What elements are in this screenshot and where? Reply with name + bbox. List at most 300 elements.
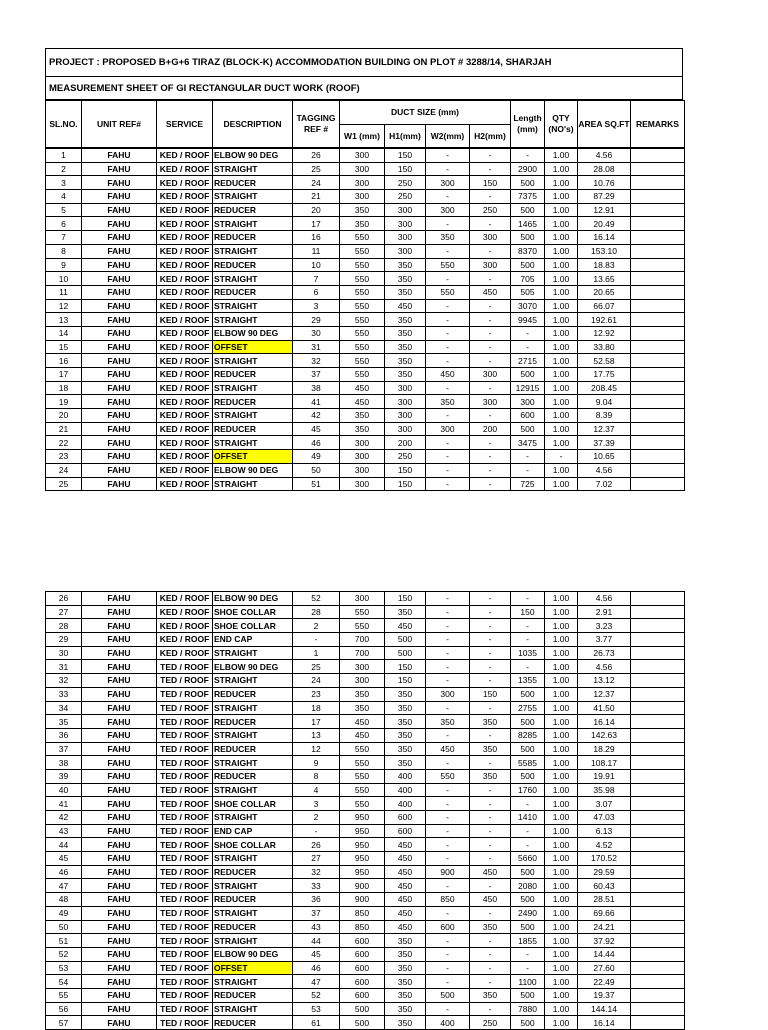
cell-remarks [631,477,685,491]
cell-h2: - [470,783,511,797]
cell-tagging: 37 [293,368,340,382]
cell-remarks [631,893,685,907]
cell-tagging: 18 [293,701,340,715]
cell-qty: 1.00 [545,162,578,176]
cell-qty: 1.00 [545,463,578,477]
cell-h1: 250 [385,450,426,464]
cell-description: SHOE COLLAR [213,619,293,633]
cell-slno: 29 [46,633,82,647]
cell-description: END CAP [213,824,293,838]
cell-area: 14.44 [578,947,631,961]
cell-tagging: 45 [293,947,340,961]
cell-service: TED / ROOF [157,1002,213,1016]
cell-w1: 950 [340,852,385,866]
table-row [46,436,685,450]
cell-remarks [631,272,685,286]
cell-area: 28.51 [578,893,631,907]
cell-slno: 21 [46,422,82,436]
cell-length: - [511,824,545,838]
cell-area: 19.37 [578,988,631,1002]
cell-w2: - [426,162,470,176]
cell-length: 5660 [511,852,545,866]
cell-qty: 1.00 [545,715,578,729]
col-h1: H1(mm) [385,125,426,148]
cell-w2: 300 [426,176,470,190]
cell-h2: - [470,646,511,660]
cell-qty: 1.00 [545,674,578,688]
cell-h2: 350 [470,715,511,729]
cell-length: - [511,660,545,674]
cell-h1: 350 [385,947,426,961]
col-slno: SL.NO. [46,101,82,148]
cell-w2: - [426,409,470,423]
cell-h2: - [470,149,511,163]
cell-w1: 550 [340,769,385,783]
cell-slno: 4 [46,190,82,204]
cell-h1: 150 [385,162,426,176]
cell-h1: 350 [385,961,426,975]
cell-area: 20.65 [578,285,631,299]
cell-service: KED / ROOF [157,409,213,423]
cell-tagging: 32 [293,865,340,879]
cell-h2: - [470,852,511,866]
cell-qty: 1.00 [545,285,578,299]
table-row [46,728,685,742]
cell-unit: FAHU [82,811,157,825]
col-w1: W1 (mm) [340,125,385,148]
cell-qty: 1.00 [545,381,578,395]
cell-description: REDUCER [213,1016,293,1030]
cell-h2: - [470,879,511,893]
cell-w2: - [426,605,470,619]
cell-qty: 1.00 [545,605,578,619]
cell-slno: 31 [46,660,82,674]
cell-w1: 450 [340,728,385,742]
cell-service: KED / ROOF [157,190,213,204]
cell-remarks [631,879,685,893]
cell-area: 13.65 [578,272,631,286]
cell-w1: 550 [340,231,385,245]
cell-service: TED / ROOF [157,879,213,893]
col-unit: UNIT REF# [82,101,157,148]
cell-unit: FAHU [82,687,157,701]
cell-description: ELBOW 90 DEG [213,592,293,606]
cell-w1: 600 [340,975,385,989]
cell-tagging: 2 [293,619,340,633]
cell-tagging: 27 [293,852,340,866]
cell-length: 8370 [511,244,545,258]
cell-service: TED / ROOF [157,865,213,879]
cell-qty: 1.00 [545,906,578,920]
cell-tagging: 28 [293,605,340,619]
cell-area: 28.08 [578,162,631,176]
cell-w2: 600 [426,920,470,934]
cell-unit: FAHU [82,660,157,674]
cell-description: OFFSET [213,961,293,975]
cell-slno: 1 [46,149,82,163]
cell-remarks [631,865,685,879]
cell-slno: 6 [46,217,82,231]
cell-area: 12.37 [578,422,631,436]
cell-unit: FAHU [82,961,157,975]
table-row [46,605,685,619]
cell-h1: 300 [385,203,426,217]
cell-slno: 15 [46,340,82,354]
cell-unit: FAHU [82,203,157,217]
cell-w1: 600 [340,934,385,948]
table-row [46,742,685,756]
cell-w1: 900 [340,893,385,907]
cell-slno: 27 [46,605,82,619]
cell-qty: 1.00 [545,326,578,340]
col-length: Length (mm) [511,101,545,148]
cell-tagging: 20 [293,203,340,217]
cell-slno: 19 [46,395,82,409]
cell-w1: 550 [340,605,385,619]
table-row [46,299,685,313]
cell-description: REDUCER [213,368,293,382]
cell-area: 3.23 [578,619,631,633]
table-row [46,272,685,286]
cell-length: 2715 [511,354,545,368]
cell-slno: 23 [46,450,82,464]
cell-service: KED / ROOF [157,176,213,190]
cell-length: - [511,592,545,606]
cell-slno: 25 [46,477,82,491]
cell-description: STRAIGHT [213,162,293,176]
cell-area: 153.10 [578,244,631,258]
cell-remarks [631,715,685,729]
cell-length: 1035 [511,646,545,660]
cell-h2: 150 [470,176,511,190]
cell-description: REDUCER [213,769,293,783]
cell-h1: 450 [385,619,426,633]
cell-w1: 600 [340,961,385,975]
cell-h2: - [470,381,511,395]
cell-unit: FAHU [82,258,157,272]
cell-h2: - [470,975,511,989]
cell-w2: 300 [426,687,470,701]
cell-length: - [511,633,545,647]
cell-slno: 3 [46,176,82,190]
cell-description: OFFSET [213,340,293,354]
cell-service: KED / ROOF [157,354,213,368]
table-row [46,395,685,409]
cell-slno: 49 [46,906,82,920]
cell-w1: 950 [340,838,385,852]
cell-unit: FAHU [82,463,157,477]
cell-tagging: 45 [293,422,340,436]
cell-length: 500 [511,258,545,272]
cell-remarks [631,961,685,975]
cell-remarks [631,592,685,606]
cell-w1: 550 [340,313,385,327]
cell-description: REDUCER [213,988,293,1002]
cell-area: 18.83 [578,258,631,272]
cell-unit: FAHU [82,988,157,1002]
cell-w2: - [426,326,470,340]
cell-qty: 1.00 [545,340,578,354]
cell-unit: FAHU [82,299,157,313]
cell-w2: - [426,975,470,989]
cell-description: REDUCER [213,203,293,217]
cell-area: 108.17 [578,756,631,770]
cell-unit: FAHU [82,934,157,948]
cell-h1: 350 [385,285,426,299]
cell-w2: 450 [426,368,470,382]
cell-area: 144.14 [578,1002,631,1016]
cell-length: 505 [511,285,545,299]
cell-slno: 39 [46,769,82,783]
cell-h2: - [470,906,511,920]
cell-remarks [631,176,685,190]
cell-tagging: 11 [293,244,340,258]
cell-w2: - [426,592,470,606]
cell-h1: 150 [385,149,426,163]
cell-w1: 550 [340,756,385,770]
cell-service: TED / ROOF [157,934,213,948]
cell-area: 3.77 [578,633,631,647]
cell-remarks [631,811,685,825]
cell-remarks [631,687,685,701]
cell-description: SHOE COLLAR [213,797,293,811]
cell-length: 1465 [511,217,545,231]
cell-description: REDUCER [213,285,293,299]
cell-tagging: 46 [293,436,340,450]
cell-w1: 300 [340,190,385,204]
cell-area: 17.75 [578,368,631,382]
cell-w2: - [426,728,470,742]
table-row [46,715,685,729]
cell-area: 4.56 [578,149,631,163]
cell-w1: 550 [340,285,385,299]
cell-slno: 8 [46,244,82,258]
cell-slno: 38 [46,756,82,770]
cell-qty: 1.00 [545,203,578,217]
cell-qty: 1.00 [545,190,578,204]
cell-remarks [631,619,685,633]
cell-qty: 1.00 [545,477,578,491]
cell-service: TED / ROOF [157,728,213,742]
table-row [46,975,685,989]
cell-service: KED / ROOF [157,313,213,327]
cell-w2: - [426,340,470,354]
cell-unit: FAHU [82,326,157,340]
cell-area: 142.63 [578,728,631,742]
table-row [46,592,685,606]
cell-length: - [511,961,545,975]
table-row [46,176,685,190]
cell-remarks [631,313,685,327]
cell-description: STRAIGHT [213,906,293,920]
table-row [46,988,685,1002]
cell-area: 12.92 [578,326,631,340]
cell-w1: 550 [340,742,385,756]
cell-h2: - [470,947,511,961]
cell-slno: 26 [46,592,82,606]
col-duct-size: DUCT SIZE (mm) [340,101,511,125]
cell-h2: - [470,797,511,811]
cell-description: REDUCER [213,715,293,729]
cell-remarks [631,258,685,272]
cell-w1: 300 [340,660,385,674]
cell-length: 500 [511,920,545,934]
cell-tagging: 21 [293,190,340,204]
table-row [46,947,685,961]
cell-area: 27.60 [578,961,631,975]
cell-w1: 550 [340,368,385,382]
cell-tagging: 46 [293,961,340,975]
cell-area: 12.37 [578,687,631,701]
cell-slno: 33 [46,687,82,701]
cell-description: REDUCER [213,258,293,272]
cell-w1: 350 [340,409,385,423]
cell-tagging: 38 [293,381,340,395]
project-title: PROJECT : PROPOSED B+G+6 TIRAZ (BLOCK-K) ACCOMMODATION BUILDING ON PLOT # 3288/14, SHARJAH [45,48,683,76]
cell-w1: 450 [340,715,385,729]
cell-description: STRAIGHT [213,1002,293,1016]
cell-unit: FAHU [82,783,157,797]
measurement-table-1 [45,148,685,491]
cell-h2: 300 [470,258,511,272]
table-row [46,244,685,258]
cell-tagging: 43 [293,920,340,934]
cell-remarks [631,354,685,368]
cell-service: KED / ROOF [157,619,213,633]
cell-qty: 1.00 [545,176,578,190]
cell-h1: 450 [385,838,426,852]
cell-h2: - [470,190,511,204]
cell-h1: 150 [385,477,426,491]
table-row [46,961,685,975]
cell-qty: 1.00 [545,728,578,742]
cell-length: 1855 [511,934,545,948]
cell-slno: 41 [46,797,82,811]
cell-h2: - [470,619,511,633]
cell-area: 29.59 [578,865,631,879]
sheet-title: MEASUREMENT SHEET OF GI RECTANGULAR DUCT WORK (ROOF) [45,76,683,100]
cell-h1: 350 [385,1002,426,1016]
cell-qty: 1.00 [545,824,578,838]
cell-tagging: 33 [293,879,340,893]
cell-h2: 350 [470,988,511,1002]
cell-area: 8.39 [578,409,631,423]
cell-qty: 1.00 [545,975,578,989]
cell-w2: - [426,852,470,866]
cell-length: 2755 [511,701,545,715]
cell-slno: 56 [46,1002,82,1016]
cell-area: 10.76 [578,176,631,190]
cell-remarks [631,368,685,382]
cell-length: - [511,619,545,633]
cell-w2: - [426,313,470,327]
table-row [46,217,685,231]
cell-slno: 5 [46,203,82,217]
col-w2: W2(mm) [426,125,470,148]
cell-w1: 300 [340,436,385,450]
cell-description: SHOE COLLAR [213,605,293,619]
cell-w2: 350 [426,231,470,245]
cell-qty: 1.00 [545,231,578,245]
cell-description: ELBOW 90 DEG [213,947,293,961]
cell-qty: 1.00 [545,783,578,797]
cell-service: TED / ROOF [157,920,213,934]
cell-slno: 22 [46,436,82,450]
cell-service: TED / ROOF [157,988,213,1002]
cell-service: KED / ROOF [157,463,213,477]
cell-w2: - [426,450,470,464]
table-row [46,450,685,464]
cell-qty: - [545,450,578,464]
cell-remarks [631,285,685,299]
cell-length: 500 [511,988,545,1002]
cell-w2: 500 [426,988,470,1002]
cell-length: 12915 [511,381,545,395]
cell-service: TED / ROOF [157,906,213,920]
cell-description: REDUCER [213,865,293,879]
cell-slno: 40 [46,783,82,797]
cell-h2: - [470,605,511,619]
cell-unit: FAHU [82,231,157,245]
cell-description: REDUCER [213,176,293,190]
cell-service: TED / ROOF [157,742,213,756]
cell-tagging: 53 [293,1002,340,1016]
cell-w2: 450 [426,742,470,756]
cell-area: 170.52 [578,852,631,866]
cell-h1: 300 [385,231,426,245]
cell-description: STRAIGHT [213,313,293,327]
cell-tagging: 23 [293,687,340,701]
cell-tagging: 52 [293,988,340,1002]
cell-h1: 150 [385,674,426,688]
table-row [46,313,685,327]
cell-qty: 1.00 [545,217,578,231]
cell-qty: 1.00 [545,299,578,313]
cell-slno: 48 [46,893,82,907]
cell-service: KED / ROOF [157,244,213,258]
cell-tagging: 24 [293,674,340,688]
cell-area: 3.07 [578,797,631,811]
cell-h1: 150 [385,592,426,606]
cell-w2: - [426,934,470,948]
table-row [46,660,685,674]
cell-w1: 550 [340,272,385,286]
cell-area: 24.21 [578,920,631,934]
cell-remarks [631,463,685,477]
cell-w1: 300 [340,149,385,163]
cell-w2: - [426,961,470,975]
cell-description: STRAIGHT [213,674,293,688]
cell-h2: 350 [470,920,511,934]
cell-service: TED / ROOF [157,797,213,811]
cell-w1: 950 [340,811,385,825]
table-row [46,811,685,825]
cell-unit: FAHU [82,893,157,907]
cell-length: 9945 [511,313,545,327]
cell-slno: 36 [46,728,82,742]
cell-h2: - [470,756,511,770]
cell-description: STRAIGHT [213,190,293,204]
cell-tagging: 26 [293,838,340,852]
cell-w2: 300 [426,422,470,436]
cell-area: 87.29 [578,190,631,204]
cell-h2: - [470,299,511,313]
cell-h1: 350 [385,742,426,756]
cell-service: KED / ROOF [157,381,213,395]
cell-length: - [511,797,545,811]
cell-w1: 300 [340,162,385,176]
cell-qty: 1.00 [545,988,578,1002]
